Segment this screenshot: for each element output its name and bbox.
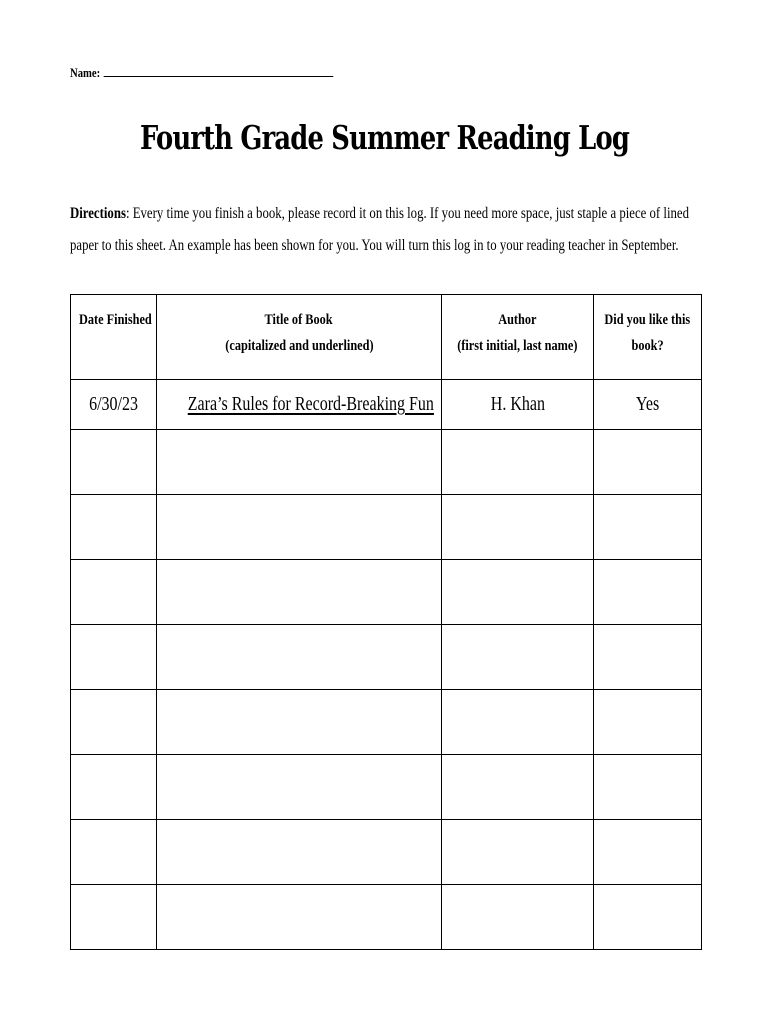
example-liked: Yes bbox=[594, 380, 702, 430]
entry-title-cell[interactable] bbox=[157, 690, 442, 755]
table-row bbox=[71, 885, 702, 950]
entry-liked-cell[interactable] bbox=[594, 625, 702, 690]
entry-author-cell[interactable] bbox=[442, 690, 594, 755]
table-row bbox=[71, 495, 702, 560]
entry-date-cell[interactable] bbox=[71, 430, 157, 495]
entry-author-cell[interactable] bbox=[442, 560, 594, 625]
example-author: H. Khan bbox=[442, 380, 594, 430]
entry-author-cell[interactable] bbox=[442, 755, 594, 820]
entry-title-cell[interactable] bbox=[157, 430, 442, 495]
entry-date-cell[interactable] bbox=[71, 560, 157, 625]
entry-liked-cell[interactable] bbox=[594, 430, 702, 495]
entry-date-cell[interactable] bbox=[71, 690, 157, 755]
entry-liked-cell[interactable] bbox=[594, 820, 702, 885]
table-row bbox=[71, 755, 702, 820]
name-field[interactable] bbox=[70, 64, 333, 81]
example-book-title: Zara’s Rules for Record-Breaking Fun bbox=[157, 380, 442, 430]
entry-author-cell[interactable] bbox=[442, 885, 594, 950]
entry-author-cell[interactable] bbox=[442, 625, 594, 690]
entry-author-cell[interactable] bbox=[442, 495, 594, 560]
directions-label: Directions bbox=[70, 205, 126, 222]
header-title-of-book: Title of Book (capitalized and underlined) bbox=[157, 295, 442, 380]
page-title: Fourth Grade Summer Reading Log bbox=[140, 118, 630, 157]
entry-author-cell[interactable] bbox=[442, 430, 594, 495]
entry-liked-cell[interactable] bbox=[594, 885, 702, 950]
name-label: Name: bbox=[70, 65, 101, 80]
entry-author-cell[interactable] bbox=[442, 820, 594, 885]
reading-log-table bbox=[70, 294, 702, 950]
header-date-finished: Date Finished bbox=[71, 295, 157, 380]
example-row bbox=[71, 380, 702, 430]
entry-title-cell[interactable] bbox=[157, 560, 442, 625]
table-row bbox=[71, 820, 702, 885]
entry-title-cell[interactable] bbox=[157, 495, 442, 560]
table-row bbox=[71, 560, 702, 625]
table-row bbox=[71, 690, 702, 755]
table-header-row bbox=[71, 295, 702, 380]
name-blank-line[interactable] bbox=[103, 64, 333, 77]
entry-date-cell[interactable] bbox=[71, 885, 157, 950]
header-did-you-like: Did you like this book? bbox=[594, 295, 702, 380]
entry-title-cell[interactable] bbox=[157, 625, 442, 690]
example-date: 6/30/23 bbox=[71, 380, 157, 430]
entry-title-cell[interactable] bbox=[157, 885, 442, 950]
entry-liked-cell[interactable] bbox=[594, 690, 702, 755]
entry-date-cell[interactable] bbox=[71, 820, 157, 885]
header-author: Author (first initial, last name) bbox=[442, 295, 594, 380]
entry-date-cell[interactable] bbox=[71, 625, 157, 690]
entry-liked-cell[interactable] bbox=[594, 495, 702, 560]
directions bbox=[70, 198, 694, 262]
table-row bbox=[71, 625, 702, 690]
entry-liked-cell[interactable] bbox=[594, 560, 702, 625]
entry-liked-cell[interactable] bbox=[594, 755, 702, 820]
table-row bbox=[71, 430, 702, 495]
entry-date-cell[interactable] bbox=[71, 495, 157, 560]
entry-title-cell[interactable] bbox=[157, 820, 442, 885]
entry-date-cell[interactable] bbox=[71, 755, 157, 820]
directions-text: : Every time you finish a book, please record it on this log. If you need more space, just staple a piece of lined paper to this sheet. An example has been shown for you. You will turn this log in to your reading teacher in September. bbox=[70, 205, 689, 254]
entry-title-cell[interactable] bbox=[157, 755, 442, 820]
